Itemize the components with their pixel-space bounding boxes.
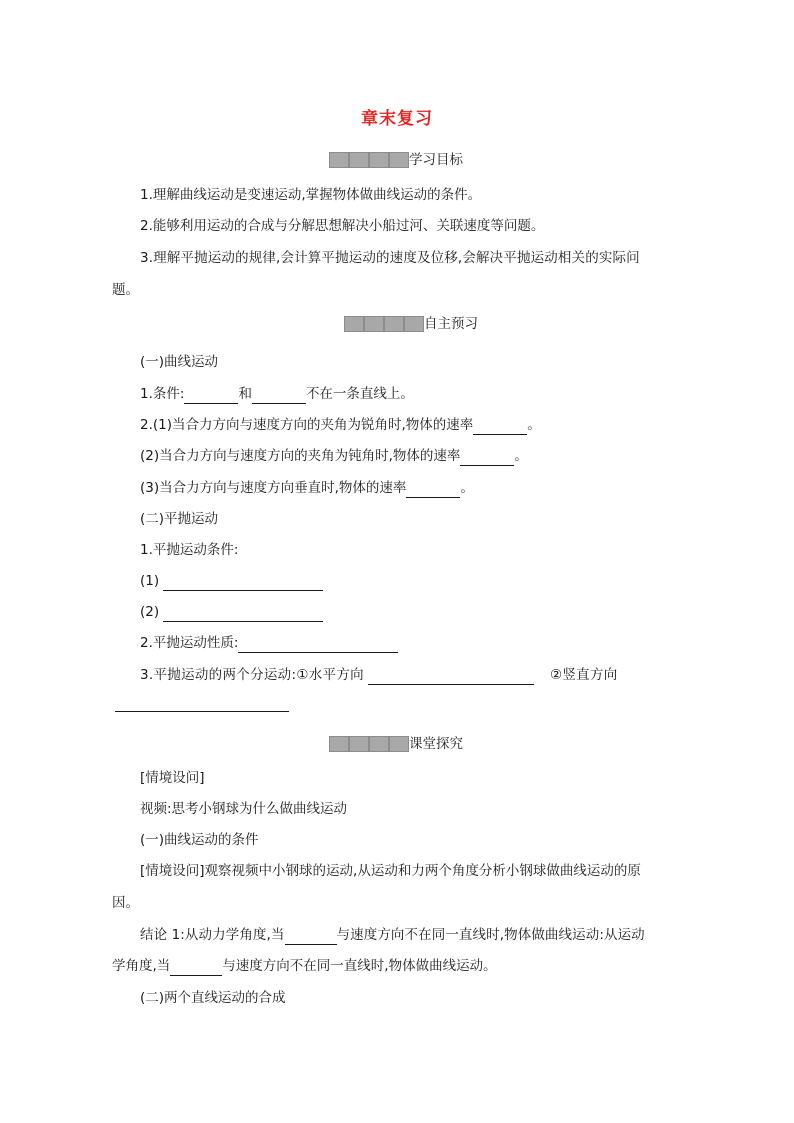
question-text: 2.平抛运动性质: xyxy=(140,635,239,651)
answer-blank[interactable] xyxy=(170,960,222,976)
question-text: 结论 1:从动力学角度,当 xyxy=(140,927,285,943)
question-text: 竖直方向 xyxy=(562,667,618,683)
answer-blank[interactable] xyxy=(163,606,323,622)
circled-number: ① xyxy=(296,667,309,683)
objective-item: 2.能够利用运动的合成与分解思想解决小船过河、关联速度等问题。 xyxy=(140,218,545,234)
answer-blank[interactable] xyxy=(285,929,337,945)
section-header-objectives xyxy=(329,150,463,170)
section-marker xyxy=(329,734,409,754)
question-text: 1.条件: xyxy=(140,386,185,402)
answer-blank[interactable] xyxy=(184,388,238,404)
paragraph: [情境设问]观察视频中小钢球的运动,从运动和力两个角度分析小钢球做曲线运动的原 xyxy=(140,863,641,879)
answer-line xyxy=(115,692,289,712)
subheading: [情境设问] xyxy=(140,770,205,786)
answer-blank[interactable] xyxy=(368,669,534,685)
answer-blank[interactable] xyxy=(252,388,306,404)
answer-blank[interactable] xyxy=(460,450,514,466)
section-label: 课堂探究 xyxy=(409,736,463,752)
subheading: (二)两个直线运动的合成 xyxy=(140,990,286,1006)
question-line xyxy=(140,384,414,404)
question-text: (2) xyxy=(140,604,160,620)
section-header-explore xyxy=(329,734,463,754)
question-text: 不在一条直线上。 xyxy=(305,386,414,402)
paragraph: 视频:思考小钢球为什么做曲线运动 xyxy=(140,801,348,817)
objective-item: 1.理解曲线运动是变速运动,掌握物体做曲线运动的条件。 xyxy=(140,187,482,203)
answer-blank[interactable] xyxy=(473,419,527,435)
section-label: 学习目标 xyxy=(409,152,463,168)
subheading: (一)曲线运动的条件 xyxy=(140,832,259,848)
objective-item: 题。 xyxy=(112,282,139,298)
answer-blank[interactable] xyxy=(406,482,460,498)
question-line xyxy=(140,415,541,435)
answer-blank[interactable] xyxy=(115,696,289,712)
section-header-preview xyxy=(344,314,478,334)
answer-blank[interactable] xyxy=(238,637,398,653)
question-text: 1.平抛运动条件: xyxy=(140,542,239,558)
question-line xyxy=(140,478,474,498)
circled-number: ② xyxy=(549,667,563,683)
section-marker xyxy=(344,314,424,334)
question-line xyxy=(140,446,528,466)
question-line xyxy=(112,956,497,976)
question-text: (1) xyxy=(140,573,160,589)
question-text: (2)当合力方向与速度方向的夹角为钝角时,物体的速率 xyxy=(140,448,461,464)
subheading: (二)平抛运动 xyxy=(140,511,219,527)
question-text: 3.平抛运动的两个分运动: xyxy=(140,667,297,683)
question-line xyxy=(140,925,645,945)
question-text: 2.(1)当合力方向与速度方向的夹角为锐角时,物体的速率 xyxy=(140,417,474,433)
page-title: 章末复习 xyxy=(361,109,433,129)
subheading: (一)曲线运动 xyxy=(140,354,219,370)
question-line xyxy=(140,571,323,591)
question-text: 与速度方向不在同一直线时,物体做曲线运动。 xyxy=(222,958,497,974)
question-text: 。 xyxy=(527,417,541,433)
section-label: 自主预习 xyxy=(424,316,478,332)
answer-blank[interactable] xyxy=(163,575,323,591)
question-text: 。 xyxy=(460,480,474,496)
question-line xyxy=(140,633,398,653)
question-text: 。 xyxy=(514,448,528,464)
question-line xyxy=(140,602,323,622)
question-text: 学角度,当 xyxy=(112,958,171,974)
question-text: 和 xyxy=(238,386,252,402)
paragraph: 因。 xyxy=(112,895,139,911)
question-line xyxy=(140,665,618,685)
question-text: (3)当合力方向与速度方向垂直时,物体的速率 xyxy=(140,480,407,496)
section-marker xyxy=(329,150,409,170)
question-text: 与速度方向不在同一直线时,物体做曲线运动:从运动 xyxy=(336,927,645,943)
objective-item: 3.理解平抛运动的规律,会计算平抛运动的速度及位移,会解决平抛运动相关的实际问 xyxy=(140,250,640,266)
question-text: 水平方向 xyxy=(308,667,364,683)
